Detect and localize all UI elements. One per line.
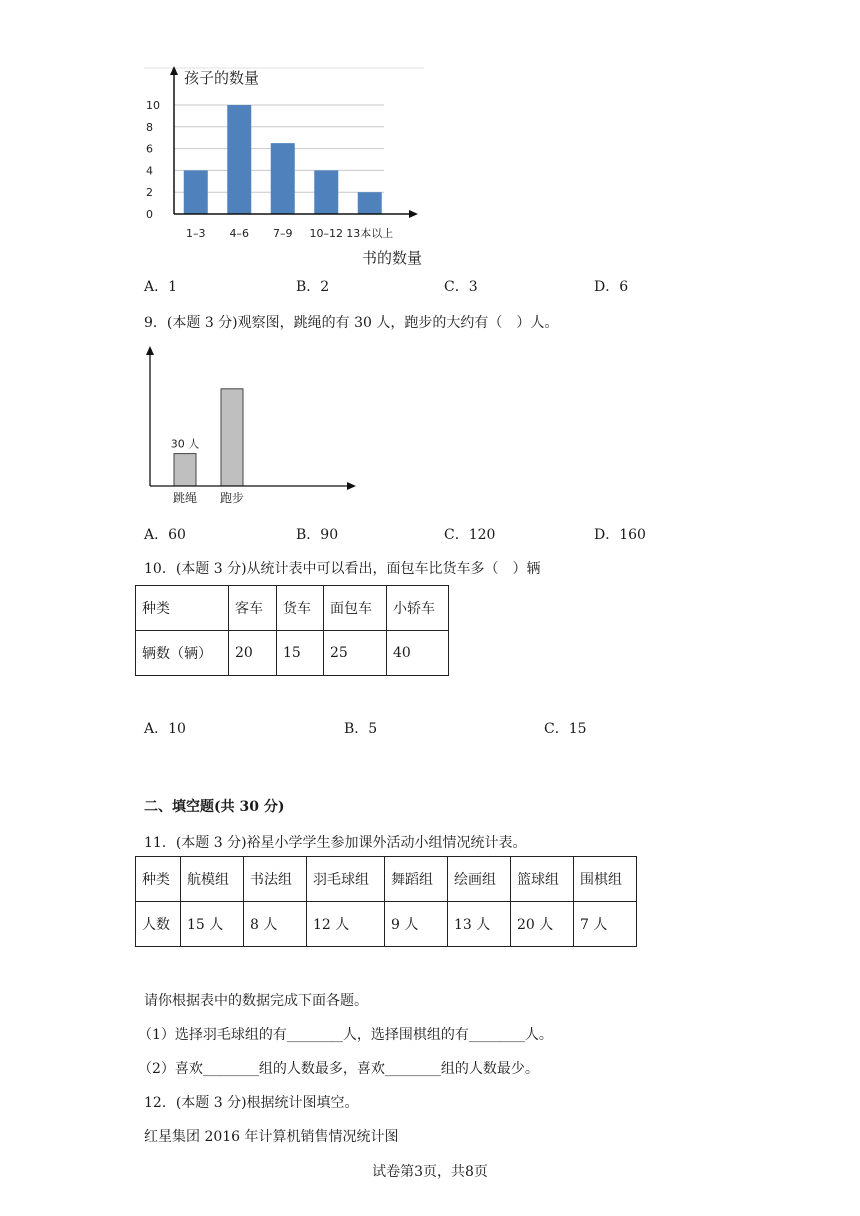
table-cell: 围棋组 <box>574 857 637 902</box>
vehicle-table <box>135 585 449 676</box>
y-axis-arrow <box>170 66 178 75</box>
table-cell: 15 人 <box>181 902 244 947</box>
x-tick-label: 13本以上 <box>346 227 394 240</box>
q10-option-c: C．15 <box>544 721 587 737</box>
bar <box>358 192 382 214</box>
y-tick-label: 10 <box>146 99 160 112</box>
bar <box>271 143 295 214</box>
table-row <box>136 902 637 947</box>
q9-option-b: B．90 <box>296 527 339 543</box>
books-children-bar-chart <box>140 62 440 272</box>
q11-sub-question-2: （2）喜欢________组的人数最多，喜欢________组的人数最少。 <box>138 1061 539 1077</box>
table-cell: 货车 <box>277 586 324 631</box>
table-cell: 辆数（辆） <box>136 631 229 676</box>
table-cell: 8 人 <box>244 902 307 947</box>
q8-option-b: B．2 <box>296 279 330 295</box>
q11-sub-question-1: （1）选择羽毛球组的有________人，选择围棋组的有________人。 <box>138 1027 553 1043</box>
y-tick-label: 6 <box>146 142 153 156</box>
q9-option-c: C．120 <box>444 527 496 543</box>
q11-instruction: 请你根据表中的数据完成下面各题。 <box>144 993 368 1009</box>
table-cell: 40 <box>387 631 449 676</box>
table-cell: 舞蹈组 <box>385 857 448 902</box>
table-cell: 航模组 <box>181 857 244 902</box>
x-tick-label: 跳绳 <box>172 491 198 505</box>
table-header-row <box>136 857 637 902</box>
y-tick-label: 0 <box>146 208 153 221</box>
bar <box>314 170 338 214</box>
x-axis-title: 书的数量 <box>362 249 423 267</box>
q9-stem: 9．(本题 3 分)观察图，跳绳的有 30 人，跑步的大约有（ ）人。 <box>144 315 559 331</box>
table-cell: 面包车 <box>324 586 387 631</box>
page-footer: 试卷第3页，共8页 <box>372 1164 488 1180</box>
table-cell: 羽毛球组 <box>307 857 385 902</box>
q12-chart-title: 红星集团 2016 年计算机销售情况统计图 <box>144 1129 399 1145</box>
q8-option-a: A．1 <box>144 279 178 295</box>
y-tick-label: 2 <box>146 186 153 200</box>
y-tick-label: 4 <box>146 164 153 178</box>
table-cell: 12 人 <box>307 902 385 947</box>
table-cell: 15 <box>277 631 324 676</box>
q10-option-a: A．10 <box>144 721 186 737</box>
x-axis-arrow <box>409 210 418 218</box>
q12-stem: 12．(本题 3 分)根据统计图填空。 <box>144 1095 359 1111</box>
data-label: 30 人 <box>170 437 200 451</box>
q8-option-c: C．3 <box>444 279 478 295</box>
section-title: 二、填空题(共 30 分) <box>144 799 285 815</box>
q8-option-d: D．6 <box>594 279 629 295</box>
q9-option-a: A．60 <box>144 527 186 543</box>
table-cell: 种类 <box>136 857 181 902</box>
x-tick-label: 4–6 <box>229 227 249 240</box>
q11-stem: 11．(本题 3 分)裕星小学学生参加课外活动小组情况统计表。 <box>144 835 527 851</box>
table-cell: 7 人 <box>574 902 637 947</box>
table-cell: 篮球组 <box>511 857 574 902</box>
jump-run-bar-chart <box>140 340 370 512</box>
table-cell: 9 人 <box>385 902 448 947</box>
table-cell: 小轿车 <box>387 586 449 631</box>
x-tick-label: 跑步 <box>219 491 245 505</box>
table-cell: 书法组 <box>244 857 307 902</box>
table-cell: 25 <box>324 631 387 676</box>
y-tick-label: 8 <box>146 120 153 134</box>
table-cell: 13 人 <box>448 902 511 947</box>
bar <box>184 170 208 214</box>
bar <box>227 105 251 214</box>
activity-table <box>135 856 637 947</box>
table-header-row <box>136 586 449 631</box>
table-row <box>136 631 449 676</box>
x-axis-arrow <box>347 482 356 490</box>
x-tick-label: 1–3 <box>186 227 206 240</box>
table-cell: 人数 <box>136 902 181 947</box>
table-cell: 种类 <box>136 586 229 631</box>
x-tick-label: 10–12 <box>309 227 343 240</box>
q9-option-d: D．160 <box>594 527 646 543</box>
q10-option-b: B．5 <box>344 721 378 737</box>
bar <box>221 389 243 486</box>
x-tick-label: 7–9 <box>273 227 293 240</box>
table-cell: 20 <box>229 631 277 676</box>
y-axis-title: 孩子的数量 <box>184 69 260 87</box>
table-cell: 客车 <box>229 586 277 631</box>
y-axis-arrow <box>146 346 154 355</box>
table-cell: 20 人 <box>511 902 574 947</box>
bar <box>174 454 196 486</box>
table-cell: 绘画组 <box>448 857 511 902</box>
q10-stem: 10．(本题 3 分)从统计表中可以看出，面包车比货车多（ ）辆 <box>144 561 541 577</box>
